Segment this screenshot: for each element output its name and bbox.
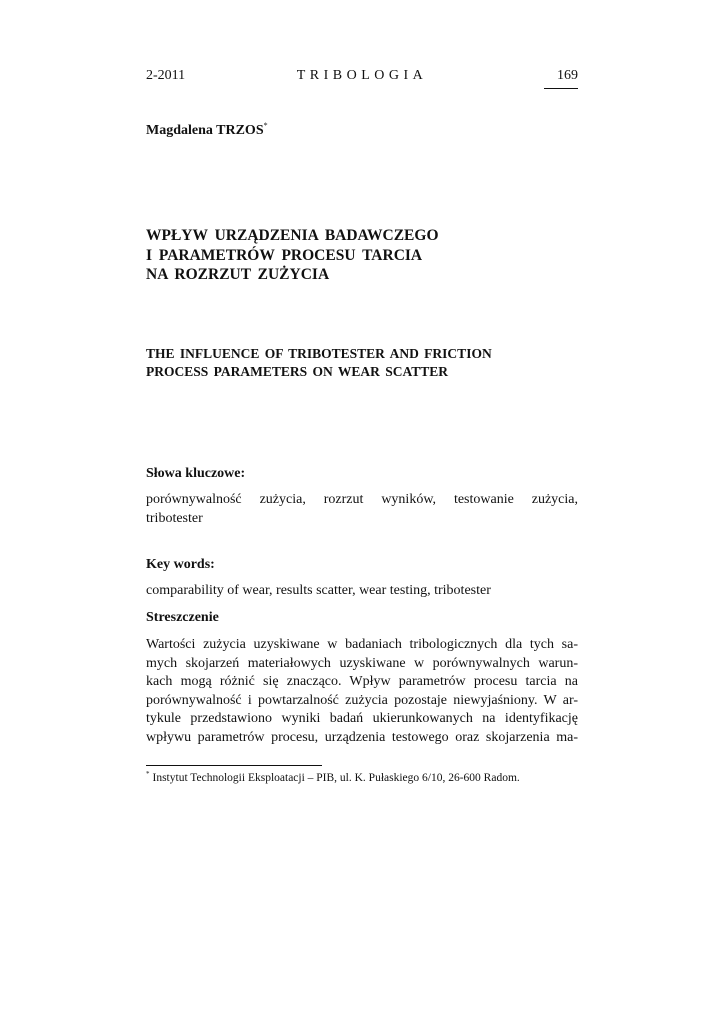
author-footnote-marker: * <box>263 121 268 130</box>
abstract-line: kach mogą różnić się znacząco. Wpływ parametrów procesu tarcia na <box>146 674 578 689</box>
abstract-line: wpływu parametrów procesu, urządzenia testowego oraz skojarzenia ma- <box>146 729 578 745</box>
keywords-polish-line: porównywalność zużycia, rozrzut wyników, testowanie zużycia, <box>146 492 578 507</box>
journal-name: TRIBOLOGIA <box>296 68 428 83</box>
issue-number: 2-2011 <box>146 68 186 83</box>
title-polish-line: NA ROZRZUT ZUŻYCIA <box>146 266 330 283</box>
header-rule <box>544 88 578 89</box>
keywords-polish-line: tribotester <box>146 510 203 526</box>
title-polish-line: WPŁYW URZĄDZENIA BADAWCZEGO <box>146 227 439 244</box>
abstract-line: Wartości zużycia uzyskiwane w badaniach tribologicznych dla tych sa- <box>146 637 578 652</box>
keywords-english-heading: Key words: <box>146 557 215 572</box>
document-page <box>146 0 578 1024</box>
abstract-line: tykule przedstawiono wyniki badań ukierunkowanych na identyfikację <box>146 711 578 726</box>
title-english-line: PROCESS PARAMETERS ON WEAR SCATTER <box>146 364 449 379</box>
keywords-polish <box>146 491 578 528</box>
title-english-line: THE INFLUENCE OF TRIBOTESTER AND FRICTION <box>146 346 492 361</box>
title-english <box>146 345 578 381</box>
abstract-body <box>146 636 578 747</box>
footnote-text: Instytut Technologii Eksploatacji – PIB, ul. K. Pułaskiego 6/10, 26-600 Radom. <box>152 772 520 784</box>
running-header <box>146 68 578 88</box>
title-polish <box>146 226 578 285</box>
footnote-separator <box>146 765 322 766</box>
keywords-english-text: comparability of wear, results scatter, wear testing, tribotester <box>146 583 491 598</box>
keywords-polish-heading: Słowa kluczowe: <box>146 466 246 481</box>
author-line <box>146 121 268 139</box>
title-polish-line: I PARAMETRÓW PROCESU TARCIA <box>146 246 423 264</box>
author-name: Magdalena TRZOS <box>146 123 264 138</box>
abstract-line: porównywalność i powtarzalność zużycia pozostaje niewyjaśniony. W ar- <box>146 692 578 708</box>
abstract-line: mych skojarzeń materiałowych uzyskiwane w porównywalnych warun- <box>146 655 578 671</box>
abstract-heading: Streszczenie <box>146 610 219 625</box>
page-number: 169 <box>557 68 578 83</box>
keywords-english <box>146 582 578 601</box>
footnote-marker: * <box>146 770 150 778</box>
footnote <box>146 770 520 784</box>
